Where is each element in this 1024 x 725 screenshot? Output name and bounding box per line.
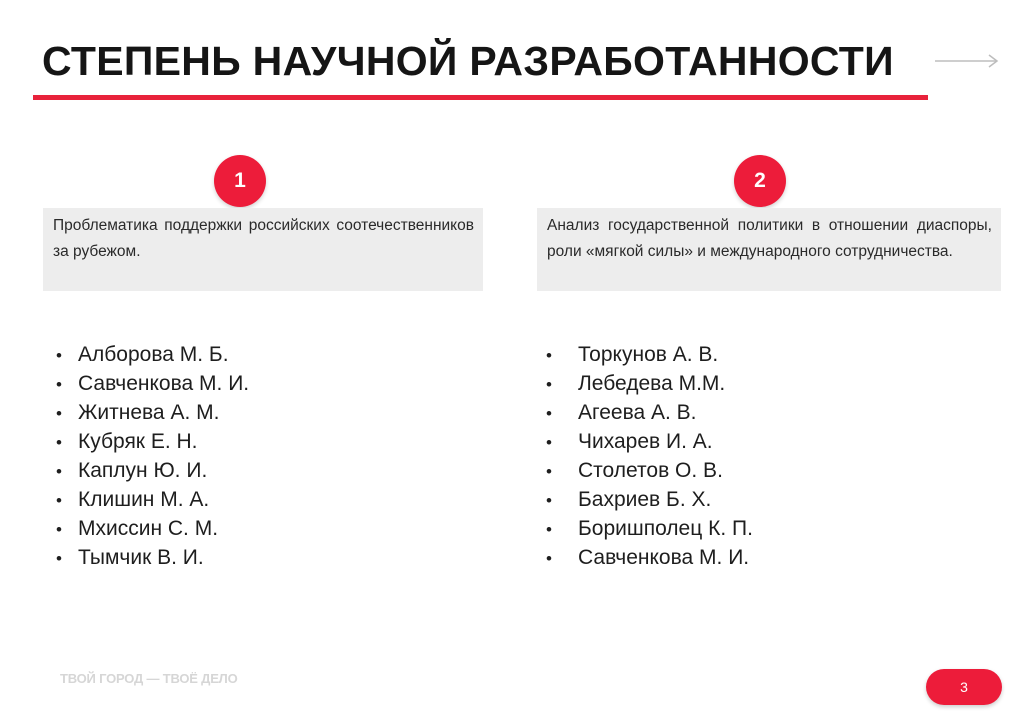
bullet: •	[546, 549, 552, 568]
author-item	[546, 515, 753, 544]
bullet: •	[56, 433, 62, 452]
author-item	[546, 428, 753, 457]
bullet: •	[546, 404, 552, 423]
arrow-right-icon	[934, 53, 1000, 69]
column-2-topic: Анализ государственной политики в отношении диаспоры, роли «мягкой силы» и международного сотрудничества.	[537, 208, 1001, 291]
bullet: •	[546, 346, 552, 365]
author-item	[56, 544, 249, 573]
title-underline	[33, 95, 928, 100]
bullet: •	[56, 462, 62, 481]
author-item	[546, 341, 753, 370]
author-item	[546, 544, 753, 573]
bullet: •	[56, 375, 62, 394]
author-name: Торкунов А. В.	[578, 343, 719, 366]
author-name: Столетов О. В.	[578, 459, 723, 482]
bullet: •	[546, 491, 552, 510]
bullet: •	[56, 520, 62, 539]
author-item	[56, 457, 249, 486]
author-name: Житнева А. М.	[78, 401, 220, 424]
page-number-badge: 3	[926, 669, 1002, 705]
author-name: Савченкова М. И.	[78, 372, 250, 395]
footer-brand-text: ТВОЙ ГОРОД — ТВОЁ ДЕЛО	[60, 671, 238, 686]
author-item	[56, 515, 249, 544]
column-2-number-badge: 2	[734, 155, 786, 207]
author-item	[546, 457, 753, 486]
author-item	[56, 428, 249, 457]
author-name: Тымчик В. И.	[78, 546, 204, 569]
author-name: Бахриев Б. Х.	[578, 488, 712, 511]
column-2-author-list	[546, 341, 753, 573]
bullet: •	[546, 433, 552, 452]
author-name: Чихарев И. А.	[578, 430, 713, 453]
author-name: Боришполец К. П.	[578, 517, 753, 540]
author-item	[546, 399, 753, 428]
author-name: Кубряк Е. Н.	[78, 430, 198, 453]
author-item	[56, 370, 249, 399]
bullet: •	[546, 375, 552, 394]
author-name: Алборова М. Б.	[78, 343, 229, 366]
bullet: •	[56, 404, 62, 423]
bullet: •	[546, 462, 552, 481]
author-item	[546, 486, 753, 515]
author-item	[56, 341, 249, 370]
author-name: Мхиссин С. М.	[78, 517, 219, 540]
author-name: Агеева А. В.	[578, 401, 697, 424]
bullet: •	[56, 549, 62, 568]
slide-title: СТЕПЕНЬ НАУЧНОЙ РАЗРАБОТАННОСТИ	[42, 38, 894, 84]
author-item	[546, 370, 753, 399]
author-name: Лебедева М.М.	[578, 372, 726, 395]
bullet: •	[56, 491, 62, 510]
column-1-topic: Проблематика поддержки российских соотечественников за рубежом.	[43, 208, 483, 291]
author-name: Клишин М. А.	[78, 488, 210, 511]
column-1-author-list	[56, 341, 249, 573]
bullet: •	[546, 520, 552, 539]
author-name: Савченкова М. И.	[578, 546, 750, 569]
column-1-number-badge: 1	[214, 155, 266, 207]
author-item	[56, 486, 249, 515]
author-item	[56, 399, 249, 428]
author-name: Каплун Ю. И.	[78, 459, 208, 482]
bullet: •	[56, 346, 62, 365]
